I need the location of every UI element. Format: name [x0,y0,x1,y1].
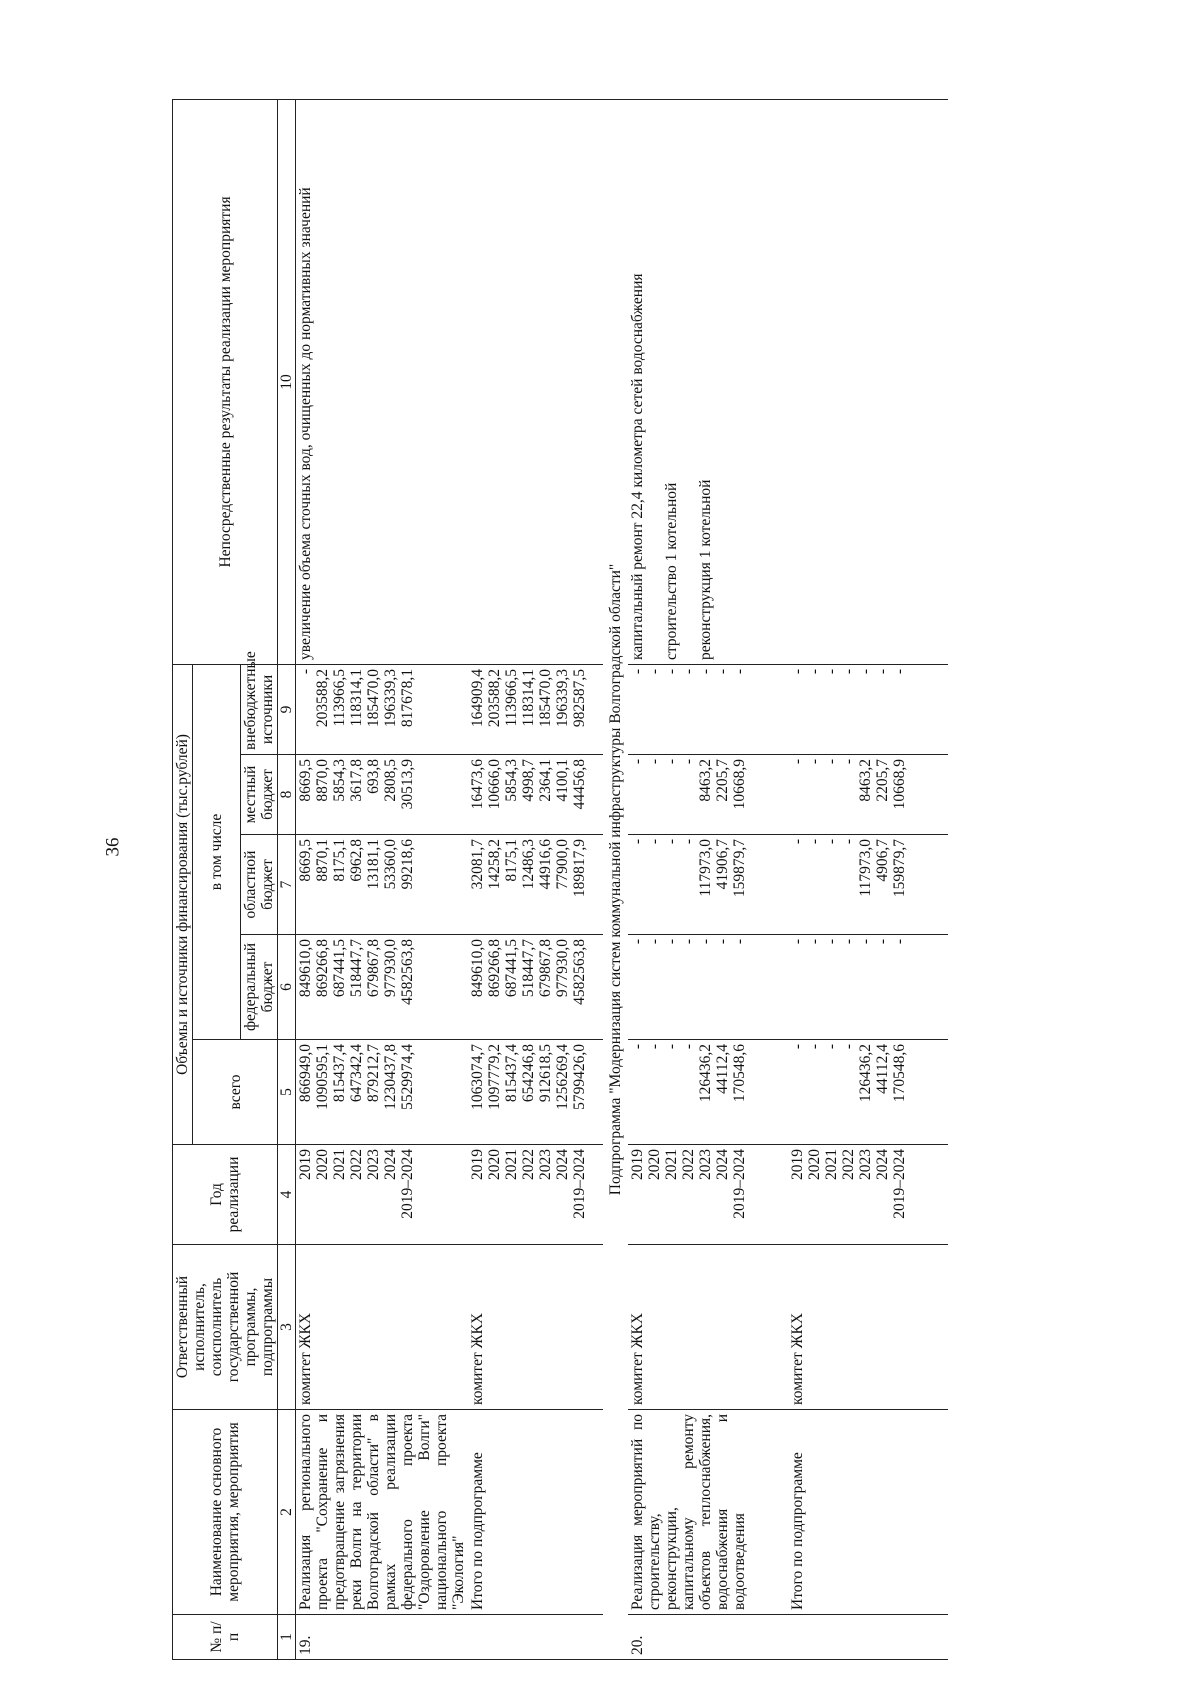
header-year: Год реализации [173,1145,278,1245]
row-total: - - - - 126436,2 44112,4 170548,6 [788,1040,948,1145]
header-executor: Ответственный исполнитель, соисполнитель государственной программы, подпрограммы [173,1245,278,1410]
row-total: 1063074,7 1097779,2 815437,4 654246,8 912618,5 1256269,4 5799426,0 [468,1040,603,1145]
result-line: строительство 1 котельной [663,482,680,660]
row-executor: комитет ЖКХ [788,1245,948,1410]
row-num: 20. [628,1615,788,1660]
table-row [628,99,788,1659]
header-total: всего [193,1040,278,1145]
col-number: 1 [278,1615,296,1660]
rotated-table-container [172,100,908,1660]
row-regional: 8669,5 8870,1 8175,1 6962,8 13181,1 53360,0 99218,6 [296,835,469,935]
col-number: 8 [278,755,296,835]
row-result [788,99,948,664]
header-in-total: в том числе [193,664,241,1039]
row-num [468,1615,603,1660]
row-federal: - - - - - - - [788,935,948,1040]
column-number-row [278,99,296,1659]
row-local: - - - - 8463,2 2205,7 10668,9 [788,755,948,835]
row-years: 2019 2020 2021 2022 2023 2024 2019–2024 [628,1145,788,1245]
row-regional: - - - - 117973,0 4906,7 159879,7 [788,835,948,935]
section-row [603,99,628,1659]
row-regional: 32081,7 14258,2 8175,1 12486,3 44916,6 77900,0 189817,9 [468,835,603,935]
row-local: 16473,6 10666,0 5854,3 4998,7 2364,1 4100,1 44456,8 [468,755,603,835]
row-executor: комитет ЖКХ [296,1245,469,1410]
row-total: 866949,0 1090595,1 815437,4 647342,4 879212,7 1230437,8 5529974,4 [296,1040,469,1145]
row-total: - - - - 126436,2 44112,4 170548,6 [628,1040,788,1145]
row-regional: - - - - 117973,0 41906,7 159879,7 [628,835,788,935]
header-results: Непосредственные результаты реализации мероприятия [173,99,278,664]
header-local: местный бюджет [241,755,278,835]
row-result [468,99,603,664]
row-extra: 164909,4 203588,2 113966,5 118314,1 185470,0 196339,3 982587,5 [468,664,603,754]
header-name: Наименование основного мероприятия, мероприятия [173,1410,278,1615]
table-row [788,99,948,1659]
table-row [468,99,603,1659]
row-extra: - - - - - - - [788,664,948,754]
col-number: 2 [278,1410,296,1615]
row-local: - - - - 8463,2 2205,7 10668,9 [628,755,788,835]
row-executor: комитет ЖКХ [628,1245,788,1410]
row-name: Итого по подпрограмме [788,1410,948,1615]
row-federal: 849610,0 869266,8 687441,5 518447,7 679867,8 977930,0 4582563,8 [468,935,603,1040]
row-num: 19. [296,1615,469,1660]
financing-table [172,99,948,1660]
col-number: 4 [278,1145,296,1245]
section-title: Подпрограмма "Модернизация систем коммунальной инфраструктуры Волгоградской области" [603,99,628,1659]
result-line: капитальный ремонт 22,4 километра сетей водоснабжения [629,273,646,660]
row-years: 2019 2020 2021 2022 2023 2024 2019–2024 [296,1145,469,1245]
row-extra: - 203588,2 113966,5 118314,1 185470,0 196339,3 817678,1 [296,664,469,754]
row-federal: 849610,0 869266,8 687441,5 518447,7 679867,8 977930,0 4582563,8 [296,935,469,1040]
col-number: 6 [278,935,296,1040]
col-number: 9 [278,664,296,754]
header-num: № п/п [173,1615,278,1660]
table-row [296,99,469,1659]
row-federal: - - - - - - - [628,935,788,1040]
row-result [628,99,788,664]
header-financing: Объемы и источники финансирования (тыс.рублей) [173,664,193,1144]
col-number: 5 [278,1040,296,1145]
row-executor: комитет ЖКХ [468,1245,603,1410]
col-number: 3 [278,1245,296,1410]
row-extra: - - - - - - - [628,664,788,754]
row-name: Итого по подпрограмме [468,1410,603,1615]
header-extra: внебюджетные источники [241,664,278,754]
row-local: 8669,5 8870,0 5854,3 3617,8 693,8 2808,5 30513,9 [296,755,469,835]
row-name: Реализация регионального проекта "Сохранение и предотвращение загрязнения реки Волги на территории Волгоградской области" в рамках реализации федерального проекта "Оздоровление Волги" национального проекта "Экология" [296,1410,469,1615]
row-years: 2019 2020 2021 2022 2023 2024 2019–2024 [788,1145,948,1245]
result-line: реконструкция 1 котельной [697,479,714,660]
col-number: 7 [278,835,296,935]
row-years: 2019 2020 2021 2022 2023 2024 2019–2024 [468,1145,603,1245]
col-number: 10 [278,99,296,664]
page-number: 36 [102,837,124,857]
row-name: Реализация мероприятий по строительству, реконструкции, капитальному ремонту объектов теплоснабжения, водоснабжения и водоотведения [628,1410,788,1615]
row-result: увеличение объема сточных вод, очищенных до нормативных значений [296,99,469,664]
row-num [788,1615,948,1660]
header-regional: областной бюджет [241,835,278,935]
header-federal: федеральный бюджет [241,935,278,1040]
